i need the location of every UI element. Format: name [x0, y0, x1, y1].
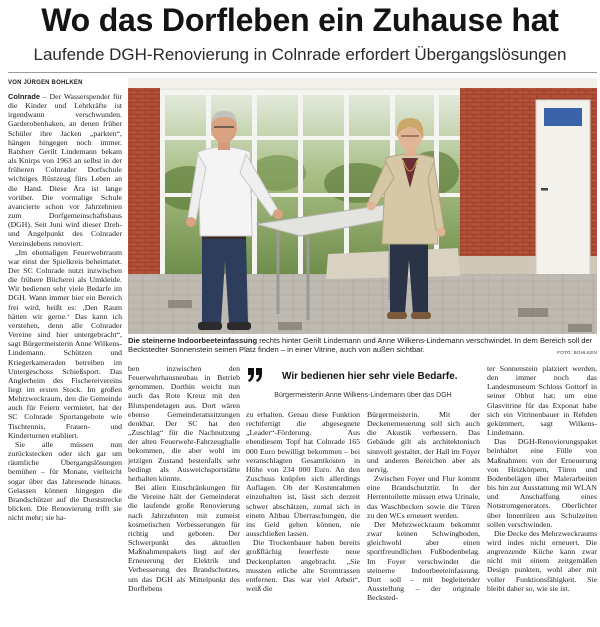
- article-paragraph: [8, 92, 122, 248]
- article-paragraph: Bürgermeisterin. Mit der Deckenerneuerung soll sich auch die Akustik verbessern. Das Gebäude gilt als architektonisch sinnvoll gestaltet, der Hall im Foyer und anderen Bereichen aber als nervig.: [367, 410, 480, 474]
- article-paragraph: Die Decke des Mehrzweckraums wird indes nicht erneuert. Die angrenzende Küche kann zwar nicht mit einem zeitgemäßen Design punkten, wohl aber mit voller Funktionsfähigkeit. Sie bleibt daher so, wie sie ist.: [487, 528, 597, 593]
- article-paragraph: ben inzwischen den Feuerwehrhausneubau in Betrieb genommen. Dorthin weicht nun auch das Rote Kreuz mit den Blutspendetagen aus. Dort wären ebenso Gemeinderatssitzungen denkbar. Der SC hat den „Zuschlag“ für die Nachnutzung der alten Feuerwehr-Fahrzeughalle bekommen, die aber wohl im jetzigen Zustand bestenfalls sehr bedingt als Ausweichsportstätte herhalten könnte.: [128, 364, 240, 483]
- pull-quote: [246, 364, 480, 408]
- article-paragraph: Der Mehrzweckraum bekommt zwar keinen Schwingboden, gleichwohl aber einen sportfreundlichen Fußbodenbelag. Im Foyer verschwindet die steinerne Indoorbeeteinfassung. Dort soll – mit begleitender Ausstellung – der originale Becksted-: [367, 519, 480, 603]
- photo-brick-column: [128, 78, 160, 278]
- subheadline: Laufende DGH-Renovierung in Colnrade erfordert Übergangslösungen: [33, 45, 567, 64]
- article-paragraph: Das DGH-Renovierungspaket beinhaltet eine Fülle von Maßnahmen: von der Erneuerung von Heizkörpern, Türen und Bodenbelägen über Malerarbeiten bis hin zur Ausstattung mit WLAN und Anschaffung eines Notstromgenerators. Oberlichter über Innentüren aus Schulzeiten sollen verschwinden.: [487, 437, 597, 529]
- article-paragraph: Die Trockenbauer haben bereits großflächig feuerfeste neue Deckenplatten angebracht. „Sie mussten etliche alte Stromtrassen entfernen. Das war viel Arbeit“, weiß die: [246, 538, 360, 593]
- caption-text: rechts hinter Gerilt Lindemann und Anne Wilkens-Lindemann verschwindet. In dem Bereich soll der Beckstedter Sonnenstein seinen Platz finden – in einer Vitrine, auch von außen sichtbar.: [128, 336, 593, 355]
- article-paragraph: ter Sonnenstein platziert werden, den immer noch das Landesmuseum Schloss Gottorf in seiner Obhut hat; um eine Glasvitrine für das Exponat habe sich ein Vitrinenbauer in Rehden gekümmert, sagt Wilkens-Lindemann.: [487, 364, 597, 438]
- paragraph-text: – Der Wasserspender für die Kinder und Lehrkräfte ist irgendwann verschwunden. Garderobenhaken, an denen früher Schüler ihre Jacken „parkten“, hängen hingegen noch immer. Ratsherr Gerilt Lindemann bekam als Knirps von 1963 an selbst in der früheren Colnrader Dorfschule wichtiges Rüstzeug fürs Leben an die Hand. Diese Ära ist lange vorüber. Die vormalige Schule avancierte schon vor Jahrzehnten zum Dorfgemeinschaftshaus (DGH). Seit Juni wird dieser Dreh- und Angelpunkt des Colnrader Vereinslebens renoviert.: [8, 92, 122, 248]
- dateline: Colnrade: [8, 92, 41, 101]
- article-column-5: [487, 364, 597, 625]
- quote-icon: [247, 367, 263, 383]
- photo-door: [536, 100, 590, 276]
- photo-caption: [128, 336, 597, 355]
- quote-attribution: Bürgermeisterin Anne Wilkens-Lindemann über das DGH: [274, 392, 452, 399]
- article-paragraph: „Im ehemaligen Feuerwehrraum war einst der Spielkreis beheimatet. Der SC Colnrade nutzt inzwischen die frühere Bücherei als Umkleide. Wir bedienen sehr viele Bedarfe im DGH. Wann immer hier ein Bereich frei wird, heißt es: ‚Den Raum hätten wir gerne.‘ Das kann ich verstehen, denn alle Colnrader Vereine sind hier untergebracht“, sagt Bürgermeisterin Anne Wilkens-Lindemann. Schützen und Kriegerkameraden betreiben im Untergeschoss Schießsport. Das Anglerheim des Fischereivereins liegt im ersten Stock. Im großen Mehrzweckraum, den die Gemeinde auch für Feiern vermietet, hat der SC Colnrade Sportangebote wie Tischtennis, Frauen- und Kinderturnen etabliert.: [8, 247, 122, 440]
- article-photo: [128, 78, 597, 334]
- byline: VON JÜRGEN BOHLKEN: [8, 80, 83, 86]
- article-paragraph: zu erhalten. Genau diese Funktion rechtfertigt die abgesegnete „Leader“-Förderung. Aus ebendiesem Topf hat Colnrade 165 000 Euro bewilligt bekommen – bei veranschlagten Gesamtkosten in Höhe von 234 000 Euro. An den Zuschuss knüpfen sich allerdings Auflagen. Ob der Kostenrahmen einzuhalten ist, lässt sich derzeit schwer abschätzen, zumal sich in einem Altbau Überraschungen, die ins Geld gehen können, nie ausschließen lassen.: [246, 410, 360, 539]
- article-paragraph: Zwischen Foyer und Flur kommt eine Brandschutztür. In der Herrentoilette müssen etwa Urinale, das Waschbecken sowie die Türen zu den WCs erneuert werden.: [367, 474, 480, 520]
- quote-text: Wir bedienen hier sehr viele Bedarfe.: [282, 371, 458, 382]
- photo-credit: FOTO: BOHLKEN: [557, 350, 597, 355]
- article-paragraph: Sie alle müssen nun zurückstecken oder sich gar um räumliche Übergangslösungen bemühen – für Monate, vielleicht sogar über das Jahresende hinaus. Gelassen können hingegen die Brandschützer auf die Durststrecke blicken. Die Renovierung trifft sie nicht mehr; sie ha-: [8, 439, 122, 523]
- caption-lead: Die steinerne Indoorbeeteinfassung: [128, 336, 258, 345]
- article-paragraph: Bei allen Einschränkungen für die Vereine hält der Gemeinderat die laufende große Renovierung nach Jahrzehnten mit zumeist kosmetischen Verbesserungen für richtig und geboten. Der Schwerpunkt des aktuellen Maßnahmenpakets liegt auf der Erneuerung der Elektrik und Verbesserung des Brandschutzes, um das DGH als Mittelpunkt des Dorflebens: [128, 483, 240, 593]
- header-divider: [8, 72, 597, 73]
- headline: Wo das Dorfleben ein Zuhause hat: [41, 2, 559, 38]
- article-column-2: [128, 364, 240, 625]
- article-column-3: [246, 410, 360, 625]
- article-column-1: [8, 92, 122, 625]
- article-column-4: [367, 410, 480, 625]
